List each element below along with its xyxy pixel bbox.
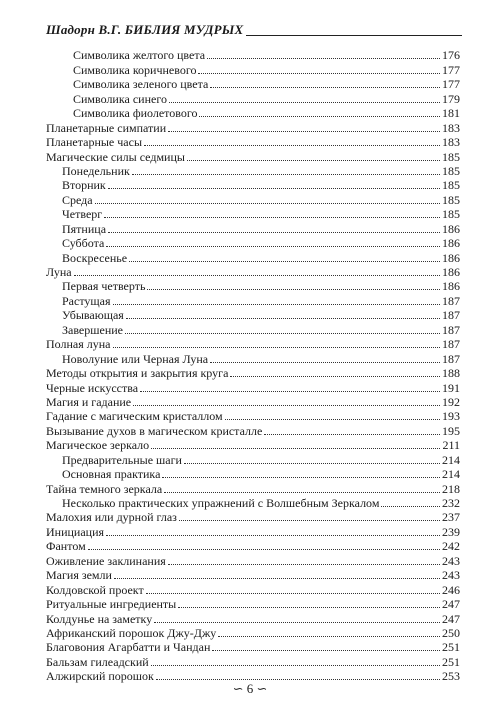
toc-entry-page: 185 [442, 207, 460, 222]
toc-entry[interactable] [46, 640, 460, 654]
toc-entry[interactable] [46, 322, 460, 336]
toc-entry-title: Символика коричневого [73, 62, 197, 77]
toc-entry-title: Убывающая [62, 308, 124, 323]
dot-leader [207, 58, 440, 59]
dot-leader [168, 564, 440, 565]
toc-entry-title: Оживление заклинания [46, 553, 166, 568]
toc-entry[interactable] [46, 366, 460, 380]
toc-entry-page: 191 [442, 380, 460, 395]
dot-leader [129, 261, 440, 262]
toc-entry[interactable] [46, 380, 460, 394]
toc-entry-title: Полная луна [46, 337, 111, 352]
dot-leader [210, 87, 440, 88]
dot-leader [132, 174, 440, 175]
toc-entry-page: 185 [442, 149, 460, 164]
toc-entry-title: Понедельник [62, 163, 130, 178]
toc-entry-page: 214 [442, 467, 460, 482]
toc-entry[interactable] [46, 395, 460, 409]
toc-entry[interactable] [46, 597, 460, 611]
toc-entry[interactable] [46, 221, 460, 235]
toc-entry[interactable] [46, 351, 460, 365]
dot-leader [199, 116, 440, 117]
toc-entry-title: Растущая [62, 293, 111, 308]
toc-entry[interactable] [46, 438, 460, 452]
toc-entry[interactable] [46, 539, 460, 553]
toc-entry-page: 177 [442, 77, 460, 92]
toc-entry-page: 237 [442, 510, 460, 525]
toc-entry[interactable] [46, 178, 460, 192]
dot-leader [230, 376, 440, 377]
toc-entry[interactable] [46, 409, 460, 423]
dot-leader [151, 665, 440, 666]
toc-entry[interactable] [46, 510, 460, 524]
toc-entry-page: 251 [442, 654, 460, 669]
toc-entry[interactable] [46, 654, 460, 668]
toc-entry-page: 193 [442, 409, 460, 424]
toc-entry[interactable] [46, 611, 460, 625]
toc-entry[interactable] [46, 496, 460, 510]
toc-entry-page: 185 [442, 192, 460, 207]
toc-entry[interactable] [46, 106, 460, 120]
book-title: Шадорн В.Г. БИБЛИЯ МУДРЫХ [46, 23, 246, 37]
toc-entry[interactable] [46, 568, 460, 582]
dot-leader [126, 318, 440, 319]
toc-entry-page: 183 [442, 135, 460, 150]
toc-entry-title: Черные искусства [46, 380, 139, 395]
dot-leader [212, 650, 440, 651]
toc-entry-page: 218 [442, 481, 460, 496]
toc-entry-page: 187 [442, 351, 460, 366]
toc-entry-title: Тайна темного зеркала [46, 481, 163, 496]
dot-leader [144, 145, 440, 146]
toc-entry-page: 247 [442, 611, 460, 626]
toc-entry[interactable] [46, 553, 460, 567]
toc-entry-page: 186 [442, 236, 460, 251]
toc-entry-page: 211 [442, 438, 460, 453]
dot-leader [104, 217, 440, 218]
toc-entry-page: 243 [442, 553, 460, 568]
toc-entry-page: 192 [442, 394, 460, 409]
dot-leader [178, 607, 440, 608]
toc-entry[interactable] [46, 626, 460, 640]
toc-entry-title: Бальзам гилеадский [46, 654, 149, 669]
toc-entry[interactable] [46, 250, 460, 264]
dot-leader [147, 289, 440, 290]
dot-leader [187, 160, 440, 161]
toc-entry[interactable] [46, 91, 460, 105]
toc-entry-title: Вызывание духов в магическом кристалле [46, 423, 263, 438]
toc-entry-title: Планетарные симпатии [46, 120, 167, 135]
toc-entry-page: 250 [442, 625, 460, 640]
toc-entry[interactable] [46, 120, 460, 134]
toc-entry-page: 247 [442, 597, 460, 612]
toc-entry-title: Первая четверть [62, 279, 146, 294]
dot-leader [88, 549, 440, 550]
dot-leader [162, 477, 440, 478]
dot-leader [210, 362, 440, 363]
toc-entry-title: Африканский порошок Джу-Джу [46, 625, 217, 640]
dot-leader [184, 463, 440, 464]
toc-entry[interactable] [46, 279, 460, 293]
page-footer [0, 681, 500, 697]
toc-entry[interactable] [46, 467, 460, 481]
toc-entry-title: Колдовской проект [46, 582, 144, 597]
toc-entry[interactable] [46, 62, 460, 76]
left-ornament-icon: ∽ [232, 681, 244, 696]
toc-entry-title: Магическое зеркало [46, 438, 150, 453]
toc-entry-title: Символика зеленого цвета [73, 77, 209, 92]
dot-leader [113, 347, 441, 348]
toc-entry-title: Фантом [46, 539, 86, 554]
toc-entry-page: 187 [442, 322, 460, 337]
toc-entry-title: Планетарные часы [46, 135, 143, 150]
toc-entry-title: Символика синего [73, 91, 167, 106]
dot-leader [225, 419, 440, 420]
toc-entry-page: 187 [442, 308, 460, 323]
dot-leader [151, 448, 440, 449]
toc-entry-title: Магия земли [46, 568, 112, 583]
toc-entry[interactable] [46, 48, 460, 62]
dot-leader [106, 535, 440, 536]
dot-leader [95, 203, 440, 204]
toc-entry-title: Алжирский порошок [46, 669, 154, 684]
toc-entry[interactable] [46, 481, 460, 495]
running-header [46, 23, 462, 43]
dot-leader [154, 622, 440, 623]
toc-entry-page: 185 [442, 163, 460, 178]
toc-entry-title: Инициация [46, 524, 105, 539]
dot-leader [146, 593, 440, 594]
toc-entry-title: Воскресенье [62, 250, 128, 265]
table-of-contents [46, 48, 460, 683]
toc-entry[interactable] [46, 135, 460, 149]
toc-entry-page: 253 [442, 669, 460, 684]
toc-entry-page: 181 [442, 106, 460, 121]
toc-entry-title: Символика фиолетового [73, 106, 198, 121]
toc-entry-title: Новолуние или Черная Луна [62, 351, 209, 366]
toc-entry[interactable] [46, 265, 460, 279]
dot-leader [74, 275, 440, 276]
toc-entry[interactable] [46, 192, 460, 206]
toc-entry-title: Методы открытия и закрытия круга [46, 366, 229, 381]
dot-leader [179, 520, 440, 521]
toc-entry[interactable] [46, 293, 460, 307]
toc-entry[interactable] [46, 582, 460, 596]
toc-entry-title: Малохия или дурной глаз [46, 510, 177, 525]
dot-leader [133, 405, 440, 406]
dot-leader [198, 73, 440, 74]
toc-entry-page: 186 [442, 250, 460, 265]
dot-leader [164, 492, 440, 493]
toc-entry-page: 243 [442, 568, 460, 583]
toc-entry-page: 177 [442, 62, 460, 77]
toc-entry-page: 176 [442, 48, 460, 63]
toc-entry-page: 186 [442, 221, 460, 236]
toc-entry-page: 187 [442, 293, 460, 308]
dot-leader [169, 102, 440, 103]
toc-entry-page: 186 [442, 279, 460, 294]
right-ornament-icon: ∽ [256, 681, 268, 696]
toc-entry-title: Ритуальные ингредиенты [46, 597, 177, 612]
toc-entry[interactable] [46, 149, 460, 163]
toc-entry[interactable] [46, 164, 460, 178]
dot-leader [108, 232, 440, 233]
toc-entry-page: 195 [442, 423, 460, 438]
toc-entry-title: Суббота [62, 236, 105, 251]
dot-leader [218, 636, 440, 637]
toc-entry-title: Несколько практических упражнений с Волшебным Зеркалом [62, 496, 380, 510]
toc-entry-title: Вторник [62, 178, 106, 193]
toc-entry-title: Магия и гадание [46, 394, 132, 409]
toc-entry-title: Символика желтого цвета [73, 48, 206, 63]
toc-entry-title: Завершение [62, 322, 123, 337]
dot-leader [113, 304, 441, 305]
dot-leader [140, 391, 440, 392]
toc-entry[interactable] [46, 524, 460, 538]
toc-entry[interactable] [46, 207, 460, 221]
dot-leader [108, 188, 440, 189]
toc-entry-title: Основная практика [62, 467, 161, 482]
toc-entry-title: Благовония Агарбатти и Чандан [46, 640, 211, 655]
toc-entry-page: 242 [442, 539, 460, 554]
toc-entry-title: Пятница [62, 221, 107, 236]
toc-entry-page: 246 [442, 582, 460, 597]
dot-leader [114, 578, 440, 579]
toc-entry-title: Магические силы седмицы [46, 149, 185, 164]
toc-entry-page: 251 [442, 640, 460, 655]
toc-entry-page: 179 [442, 91, 460, 106]
dot-leader [381, 506, 440, 507]
toc-entry-page: 185 [442, 178, 460, 193]
toc-entry-page: 239 [442, 524, 460, 539]
toc-entry[interactable] [46, 236, 460, 250]
dot-leader [125, 333, 440, 334]
toc-entry-title: Четверг [62, 207, 103, 222]
toc-entry-page: 232 [442, 496, 460, 510]
toc-entry-page: 188 [442, 366, 460, 381]
dot-leader [264, 434, 440, 435]
dot-leader [106, 246, 440, 247]
toc-entry-page: 187 [442, 337, 460, 352]
toc-entry-page: 214 [442, 452, 460, 467]
toc-entry-title: Среда [62, 192, 93, 207]
toc-entry[interactable] [46, 77, 460, 91]
page-number: 6 [246, 681, 254, 696]
toc-entry-title: Гадание с магическим кристаллом [46, 409, 223, 424]
toc-entry-page: 183 [442, 120, 460, 135]
toc-entry-title: Луна [46, 265, 72, 279]
toc-entry-title: Колдуньe на заметку [46, 611, 153, 626]
toc-entry-title: Предварительные шаги [62, 452, 182, 467]
toc-entry[interactable] [46, 423, 460, 437]
toc-entry[interactable] [46, 452, 460, 466]
toc-entry[interactable] [46, 308, 460, 322]
toc-entry-page: 186 [442, 265, 460, 279]
dot-leader [168, 131, 440, 132]
toc-entry[interactable] [46, 337, 460, 351]
